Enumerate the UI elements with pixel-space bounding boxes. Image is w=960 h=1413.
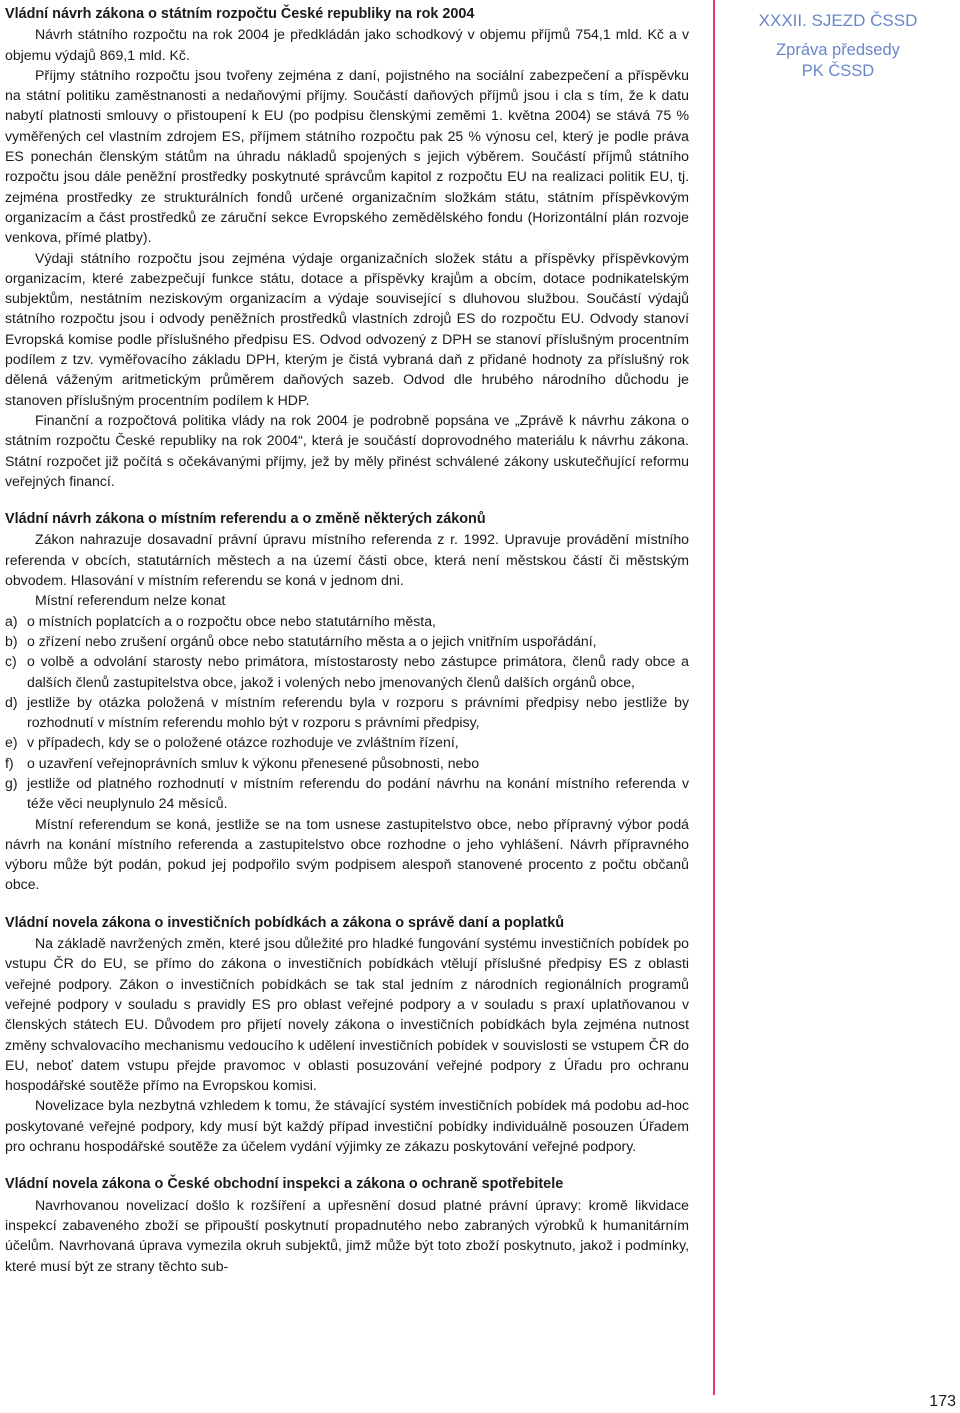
column-divider bbox=[713, 0, 715, 1395]
list-text: v případech, kdy se o položené otázce rozhoduje ve zvláštním řízení, bbox=[27, 734, 459, 751]
section-trade-inspection bbox=[5, 1174, 689, 1275]
list-letter: b) bbox=[5, 632, 18, 649]
section-local-referendum bbox=[5, 509, 689, 895]
list-item bbox=[5, 631, 689, 651]
list-letter: c) bbox=[5, 653, 17, 670]
paragraph: Výdaji státního rozpočtu jsou zejména výdaje organizačních složek státu a příspěvky příspěvkovým organizacím, které zabezpečují funkce státu, dotace a příspěvky krajům a obcím, dotace podnikatelským subjektům, nestátním neziskovým organizacím a výdaje související s dluhovou službou. Součástí výdajů státního rozpočtu jsou i odvody peněžních prostředků vlastních zdrojů ES do rozpočtu EU. Odvody stanoví Evropská komise podle příslušného předpisu ES. Odvod odvozený z DPH se stanoví příslušným procentním podílem z tzv. vyměřovacího základu DPH, kterým je čistá vybraná daň z přidané hodnoty za příslušný rok dělená váženým aritmetickým průměrem daňových sazeb. Odvod dle hrubého národního důchodu je stanoven příslušným procentním podílem k HDP. bbox=[5, 249, 689, 408]
list-text: o zřízení nebo zrušení orgánů obce nebo statutárního města a o jejich vnitřním uspořádání, bbox=[27, 632, 597, 649]
list-letter: f) bbox=[5, 754, 14, 771]
section-investment-incentives bbox=[5, 913, 689, 1157]
list-text: o volbě a odvolání starosty nebo primátora, místostarosty nebo zástupce primátora, členů rady obce a dalších členů zastupitelstva obce, jakož i volených nebo jmenovaných členů dalších orgánů obce, bbox=[27, 653, 689, 690]
paragraph: Zákon nahrazuje dosavadní právní úpravu místního referenda z r. 1992. Upravuje provádění místního referenda v obcích, statutárních městech a na území části obce, která není městskou částí či městským obvodem. Hlasování v místním referendu se koná v jednom dni. bbox=[5, 531, 689, 589]
report-title-line1: Zpráva předsedy bbox=[776, 41, 900, 59]
paragraph: Místní referendum nelze konat bbox=[35, 592, 226, 609]
sidebar-header bbox=[716, 10, 960, 82]
list-letter: d) bbox=[5, 693, 18, 710]
congress-title: XXXII. SJEZD ČSSD bbox=[758, 11, 918, 30]
page-number: 173 bbox=[929, 1393, 956, 1410]
list-text: jestliže od platného rozhodnutí v místním referendu do podání návrhu na konání místního referenda v téže věci neuplynulo 24 měsíců. bbox=[27, 774, 689, 812]
list-text: o uzavření veřejnoprávních smluv k výkonu přenesené působnosti, nebo bbox=[27, 754, 480, 771]
section-state-budget bbox=[5, 4, 689, 491]
paragraph: Novelizace byla nezbytná vzhledem k tomu, že stávající systém investičních pobídek má podobu ad-hoc poskytované veřejné podpory, kdy musí být každý případ investiční pobídky individuálně posouzen Úřadem pro ochranu hospodářské soutěže za účelem vydání výjimky ze zákazu poskytování veřejné podpory. bbox=[5, 1097, 689, 1155]
section-title: Vládní návrh zákona o místním referendu a o změně některých zákonů bbox=[5, 511, 486, 528]
paragraph: Návrh státního rozpočtu na rok 2004 je předkládán jako schodkový v objemu příjmů 754,1 mld. Kč a v objemu výdajů 869,1 mld. Kč. bbox=[5, 26, 689, 63]
list-item bbox=[5, 773, 689, 814]
list-letter: g) bbox=[5, 774, 18, 791]
section-title: Vládní novela zákona o investičních pobídkách a zákona o správě daní a poplatků bbox=[5, 914, 564, 931]
referendum-exclusion-list bbox=[5, 611, 689, 814]
paragraph: Příjmy státního rozpočtu jsou tvořeny zejména z daní, pojistného na sociální zabezpečení a příspěvku na státní politiku zaměstnanosti a nedaňovými příjmy. Součástí daňových příjmů jsou i cla s tím, že k datu nabytí platnosti smlouvy o přistoupení k EU (po podpisu členskými zeměmi 1. května 2004) se stává 75 % vyměřených cel vlastním zdrojem ES, příjmem státního rozpočtu pak 25 % výnosu cel, který je podle práva ES ponechán členským státům na úhradu nákladů spojených s jejich výběrem. Součástí příjmů státního rozpočtu jsou dále peněžní prostředky poskytnuté správcům kapitol z rozpočtu EU na realizaci politik EU, tj. zejména prostředky ze strukturálních fondů určené organizačním složkám státu, státním příspěvkovým organizacím a část prostředků ze záruční sekce Evropského zemědělského fondu (Horizontální plán rozvoje venkova, přímé platby). bbox=[5, 66, 689, 246]
list-text: o místních poplatcích a o rozpočtu obce nebo statutárního města, bbox=[27, 612, 436, 629]
section-title: Vládní návrh zákona o státním rozpočtu České republiky na rok 2004 bbox=[5, 6, 475, 22]
list-item bbox=[5, 753, 689, 773]
list-letter: a) bbox=[5, 612, 18, 629]
list-item bbox=[5, 611, 689, 631]
paragraph: Finanční a rozpočtová politika vlády na rok 2004 je podrobně popsána ve „Zprávě k návrhu zákona o státním rozpočtu České republiky na rok 2004“, která je součástí doprovodného materiálu k návrhu zákona. Státní rozpočet již počítá s očekávanými příjmy, jež by měly přinést schválené zákony uskutečňující reformu veřejných financí. bbox=[5, 411, 689, 489]
list-item bbox=[5, 651, 689, 692]
section-title: Vládní novela zákona o České obchodní inspekci a zákona o ochraně spotřebitele bbox=[5, 1176, 564, 1193]
main-text-column bbox=[5, 4, 689, 1294]
paragraph: Navrhovanou novelizací došlo k rozšíření a upřesnění dosud platné právní úpravy: kromě likvidace inspekcí zabaveného zboží se připouští poskytnutí propadnutého nebo zabraných výrobků k humanitárním účelům. Navrhovaná úprava vymezila okruh subjektů, jimž může být toto zboží poskytnuto, jakož i podmínky, které musí být ze strany těchto sub- bbox=[5, 1196, 689, 1274]
list-text: jestliže by otázka položená v místním referendu byla v rozporu s právními předpisy nebo jestliže by rozhodnutí v místním referendu mohlo být v rozporu s právními předpisy, bbox=[27, 693, 689, 731]
list-item bbox=[5, 732, 689, 752]
paragraph: Místní referendum se koná, jestliže se na tom usnese zastupitelstvo obce, nebo přípravný výbor podá návrh na konání místního referenda a zastupitelstvo obce rozhodne o jeho vyhlášení. Návrh přípravného výboru může být podán, pokud jej podpořilo svým podpisem alespoň stanovené procento z počtu občanů obce. bbox=[5, 815, 689, 893]
list-letter: e) bbox=[5, 734, 18, 751]
paragraph: Na základě navržených změn, které jsou důležité pro hladké fungování systému investičních pobídek po vstupu ČR do EU, se přímo do zákona o investičních pobídkách vtělují příslušné předpisy ES z oblasti veřejné podpory. Zákon o investičních pobídkách se tak stal jedním z národních regionálních programů veřejné podpory v souladu s pravidly ES pro oblast veřejné podpory a v souladu s praxí uplatňovanou v členských státech EU. Důvodem pro přijetí novely zákona o investičních pobídkách byla zejména nutnost změny schvalovacího mechanismu vedoucího k udělení investičních pobídek v souvislosti se vstupem ČR do EU, neboť datem vstupu přejde pravomoc v oblasti posuzování veřejné podpory z Úřadu pro ochranu hospodářské soutěže přímo na Evropskou komisi. bbox=[5, 935, 689, 1094]
report-title-line2: PK ČSSD bbox=[801, 62, 875, 80]
list-item bbox=[5, 692, 689, 733]
